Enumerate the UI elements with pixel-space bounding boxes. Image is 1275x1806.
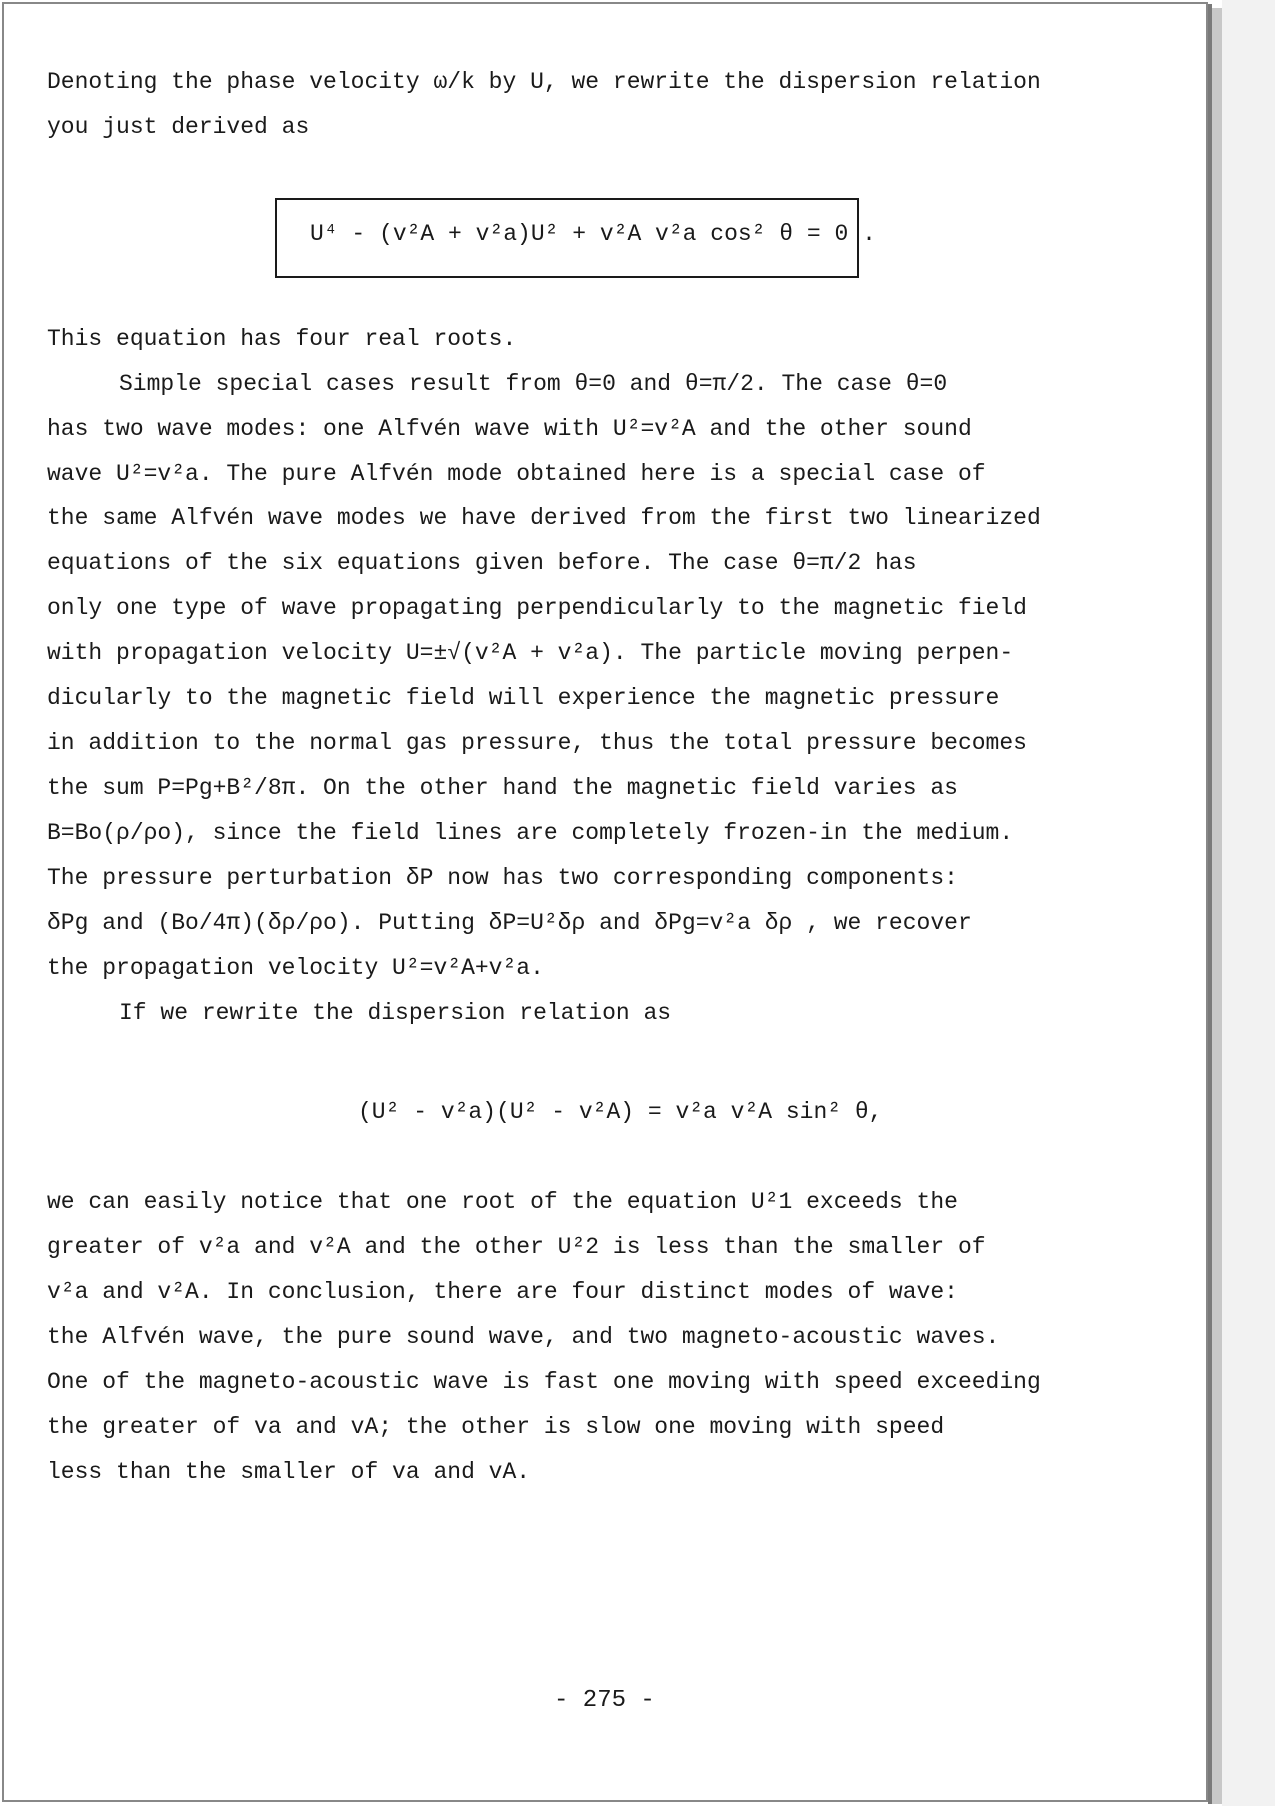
text-line-24: the greater of va and vA; the other is slow one moving with speed [47,1414,945,1440]
text-line-21: v²a and v²A. In conclusion, there are four distinct modes of wave: [47,1279,958,1305]
text-line-5: has two wave modes: one Alfvén wave with U²=v²A and the other sound [47,416,972,442]
text-line-10: with propagation velocity U=±√(v²A + v²a). The particle moving perpen- [47,640,1014,666]
text-line-7: the same Alfvén wave modes we have derived from the first two linearized [47,505,1041,531]
text-line-25: less than the smaller of va and vA. [47,1459,531,1485]
text-line-3: This equation has four real roots. [47,326,517,352]
text-line-9: only one type of wave propagating perpendicularly to the magnetic field [47,595,1027,621]
text-line-2: you just derived as [47,114,310,140]
text-line-22: the Alfvén wave, the pure sound wave, and two magneto-acoustic waves. [47,1324,1000,1350]
text-line-17: the propagation velocity U²=v²A+v²a. [47,955,544,981]
page-shadow-light [1212,8,1222,1804]
text-line-8: equations of the six equations given before. The case θ=π/2 has [47,550,917,576]
text-line-19: we can easily notice that one root of the equation U²1 exceeds the [47,1189,958,1215]
viewer-background [1222,0,1275,1806]
text-line-14: B=Bo(ρ/ρo), since the field lines are completely frozen-in the medium. [47,820,1014,846]
page-shadow-dark [1208,4,1212,1804]
text-line-23: One of the magneto-acoustic wave is fast one moving with speed exceeding [47,1369,1041,1395]
text-line-4: Simple special cases result from θ=0 and θ=π/2. The case θ=0 [119,371,948,397]
text-line-12: in addition to the normal gas pressure, thus the total pressure becomes [47,730,1027,756]
text-line-6: wave U²=v²a. The pure Alfvén mode obtained here is a special case of [47,461,986,487]
text-line-20: greater of v²a and v²A and the other U²2 is less than the smaller of [47,1234,986,1260]
equation-2: (U² - v²a)(U² - v²A) = v²a v²A sin² θ, [358,1099,883,1125]
text-line-15: The pressure perturbation δP now has two corresponding components: [47,865,958,891]
equation-1: U⁴ - (v²A + v²a)U² + v²A v²a cos² θ = 0 . [310,221,876,247]
page-number: - 275 - [554,1687,655,1714]
text-line-18: If we rewrite the dispersion relation as [119,1000,672,1026]
text-line-13: the sum P=Pg+B²/8π. On the other hand the magnetic field varies as [47,775,958,801]
text-line-11: dicularly to the magnetic field will experience the magnetic pressure [47,685,1000,711]
text-line-1: Denoting the phase velocity ω/k by U, we rewrite the dispersion relation [47,69,1041,95]
text-line-16: δPg and (Bo/4π)(δρ/ρo). Putting δP=U²δρ and δPg=v²a δρ , we recover [47,910,972,936]
